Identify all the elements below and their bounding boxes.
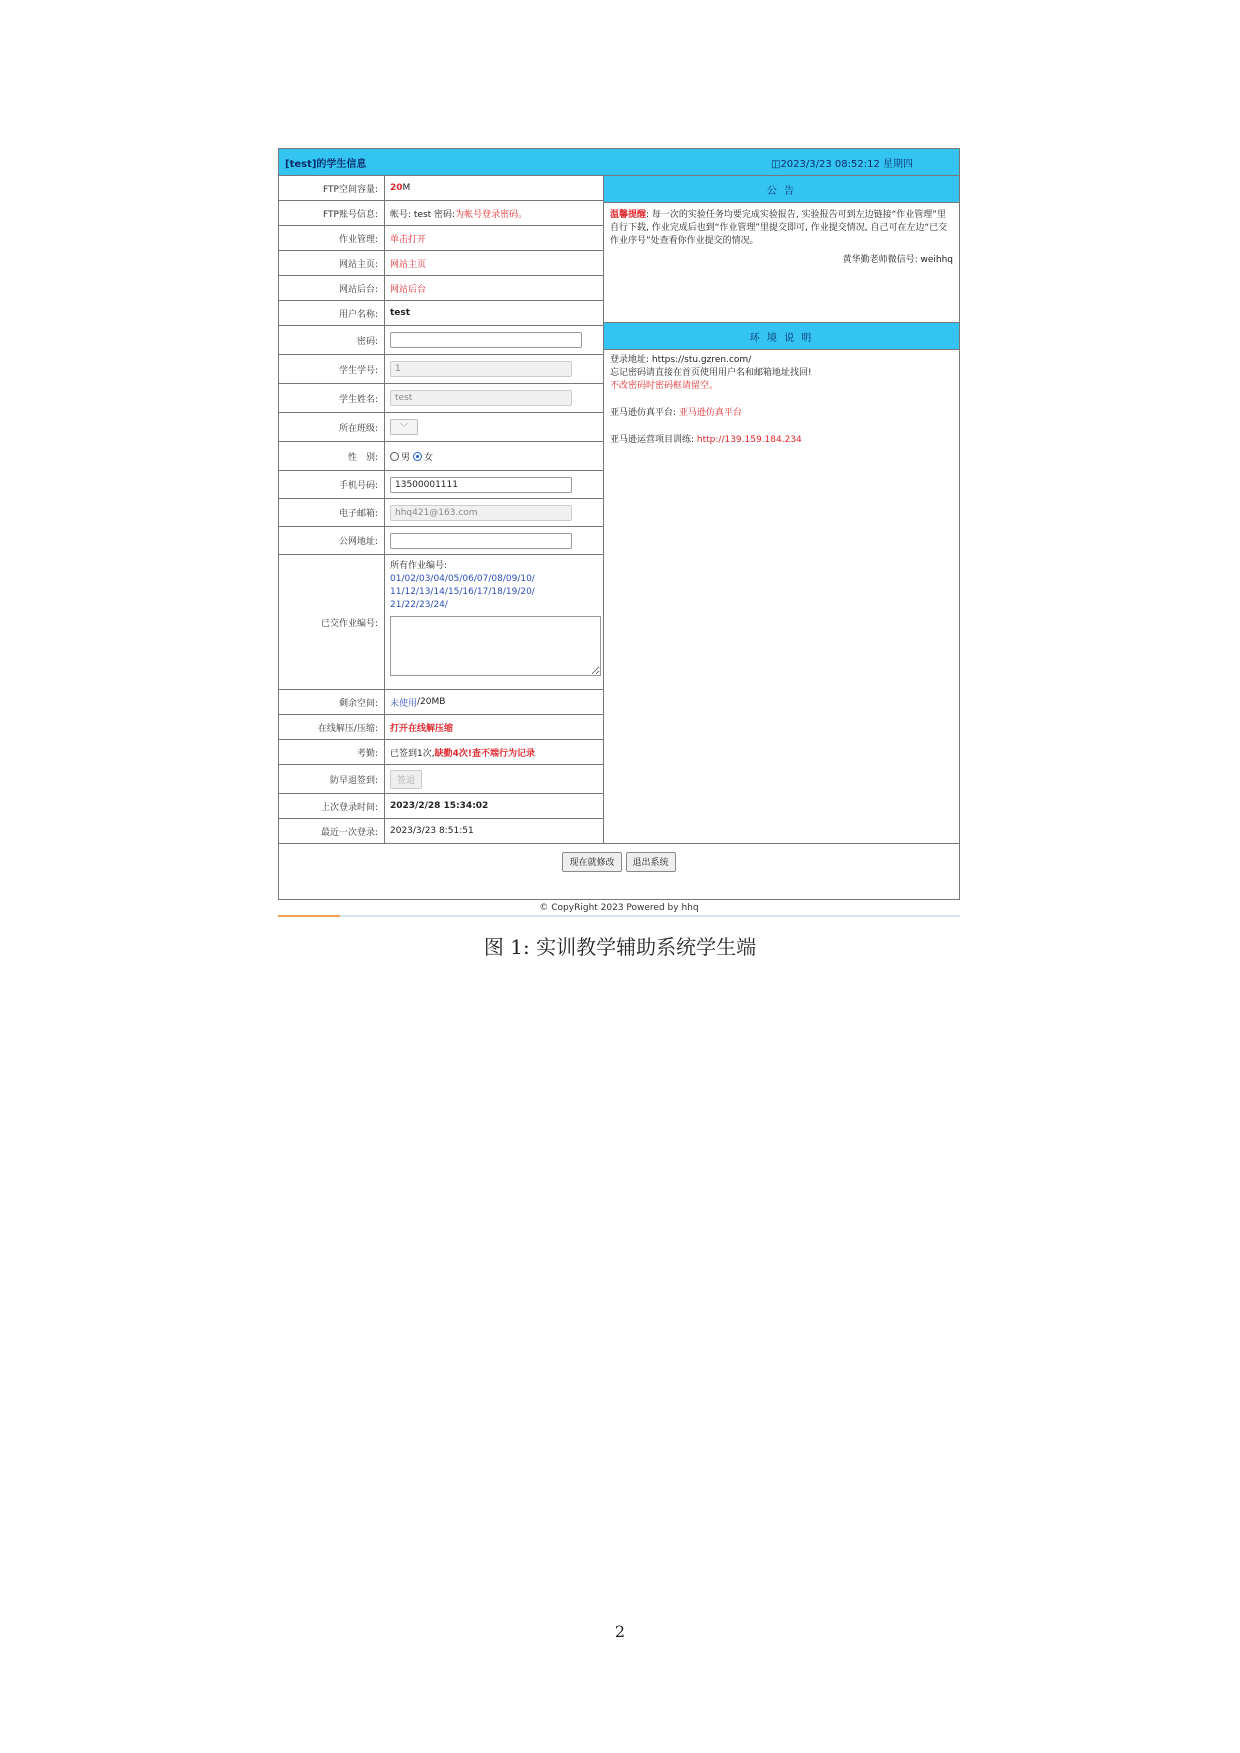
ftp-capacity-unit: M (402, 183, 411, 193)
last-login-label: 上次登录时间: (279, 794, 385, 818)
notice-header: 公 告 (604, 176, 959, 203)
ftp-account-text: 帐号: test 密码: (390, 209, 456, 220)
email-label: 电子邮箱: (279, 499, 385, 526)
gender-female-radio[interactable] (413, 452, 422, 461)
env-header: 环 境 说 明 (604, 323, 959, 350)
recent-login-label: 最近一次登录: (279, 819, 385, 843)
side-panel (604, 176, 959, 843)
last-login-value: 2023/2/28 15:34:02 (390, 801, 489, 811)
class-select[interactable]: ﹀ (390, 419, 418, 435)
env-body (604, 350, 959, 451)
remaining-total: /20MB (417, 697, 446, 707)
anti-early-label: 防早退签到: (279, 765, 385, 793)
gender-female-label: 女 (424, 452, 434, 463)
env-amazon-label: 亚马逊仿真平台: (610, 408, 679, 418)
info-form (279, 176, 604, 843)
student-id-label: 学生学号: (279, 355, 385, 383)
notice-wechat: 黄华勤老师微信号: weihhq (842, 255, 953, 265)
phone-input[interactable]: 13500001111 (390, 477, 572, 493)
online-zip-label: 在线解压/压缩: (279, 715, 385, 739)
env-login-addr: 登录地址: https://stu.gzren.com/ (610, 355, 752, 365)
gender-label: 性 别: (279, 442, 385, 470)
attendance-label: 考勤: (279, 740, 385, 764)
screenshot-figure (278, 148, 960, 917)
class-label: 所在班级: (279, 413, 385, 441)
env-amazon-link[interactable]: 亚马逊仿真平台 (678, 408, 742, 418)
ftp-capacity-value: 20 (390, 183, 403, 193)
homework-mgmt-label: 作业管理: (279, 226, 385, 250)
notice-body (604, 203, 959, 323)
student-id-input: 1 (390, 361, 572, 377)
email-input: hhq421@163.com (390, 505, 572, 521)
env-keep-blank: 不改密码时密码框请留空。 (610, 381, 719, 391)
student-name-label: 学生姓名: (279, 384, 385, 412)
remaining-label: 剩余空间: (279, 690, 385, 714)
homework-mgmt-link[interactable]: 单击打开 (390, 234, 427, 245)
footer-underline (278, 915, 960, 917)
site-admin-link[interactable]: 网站后台 (390, 284, 427, 295)
notice-tip-text: : 每一次的实验任务均要完成实验报告, 实验报告可到左边链接“作业管理”里自行下载, 作业完成后也到“作业管理”里提交即可, 作业提交情况, 自己可在左边“已交作业序号”处查看你作业提交的情况。 (610, 210, 948, 246)
logout-button[interactable]: 退出系统 (626, 852, 676, 872)
recent-login-value: 2023/3/23 8:51:51 (390, 826, 474, 836)
ftp-capacity-label: FTP空间容量: (279, 176, 385, 200)
ftp-account-label: FTP账号信息: (279, 201, 385, 225)
site-admin-label: 网站后台: (279, 276, 385, 300)
env-ops-link[interactable]: http://139.159.184.234 (696, 435, 802, 445)
public-addr-label: 公网地址: (279, 527, 385, 554)
submitted-list-1: 01/02/03/04/05/06/07/08/09/10/ (390, 574, 535, 584)
notice-tip-label: 温馨提醒 (610, 210, 647, 220)
panel-title: [test]的学生信息 (285, 158, 367, 170)
submitted-label: 已交作业编号: (279, 555, 385, 689)
site-home-link[interactable]: 网站主页 (390, 259, 427, 270)
gender-male-label: 男 (401, 452, 411, 463)
submitted-intro: 所有作业编号: (390, 561, 448, 571)
attendance-warning[interactable]: 缺勤4次!查不端行为记录 (434, 748, 535, 759)
env-forgot: 忘记密码请直接在首页使用用户名和邮箱地址找回! (610, 368, 812, 378)
student-name-input: test (390, 390, 572, 406)
username-value: test (390, 308, 411, 318)
copyright: © CopyRight 2023 Powered by hhq (539, 903, 699, 913)
online-zip-link[interactable]: 打开在线解压缩 (390, 723, 454, 734)
sign-out-button[interactable]: 签退 (390, 770, 422, 789)
student-info-panel (278, 148, 960, 900)
submitted-list-2: 11/12/13/14/15/16/17/18/19/20/ (390, 587, 535, 597)
password-label: 密码: (279, 326, 385, 354)
figure-caption: 图 1: 实训教学辅助系统学生端 (483, 935, 757, 959)
datetime-display: ◫2023/3/23 08:52:12 星期四 (771, 158, 913, 170)
panel-header (279, 149, 959, 176)
ftp-password-note: 为帐号登录密码。 (455, 209, 528, 220)
modify-button[interactable]: 现在就修改 (562, 852, 621, 872)
env-ops-label: 亚马逊运营项目训练: (610, 435, 697, 445)
gender-male-radio[interactable] (390, 452, 399, 461)
page-number: 2 (614, 1622, 626, 1641)
form-footer (279, 843, 959, 899)
username-label: 用户名称: (279, 301, 385, 325)
attendance-count: 已签到1次, (390, 748, 435, 759)
password-input[interactable] (390, 332, 582, 348)
remaining-used: 未使用 (390, 698, 418, 709)
submitted-textarea[interactable] (390, 616, 601, 676)
submitted-list-3: 21/22/23/24/ (390, 600, 448, 610)
public-addr-input[interactable] (390, 533, 572, 549)
site-home-label: 网站主页: (279, 251, 385, 275)
phone-label: 手机号码: (279, 471, 385, 498)
